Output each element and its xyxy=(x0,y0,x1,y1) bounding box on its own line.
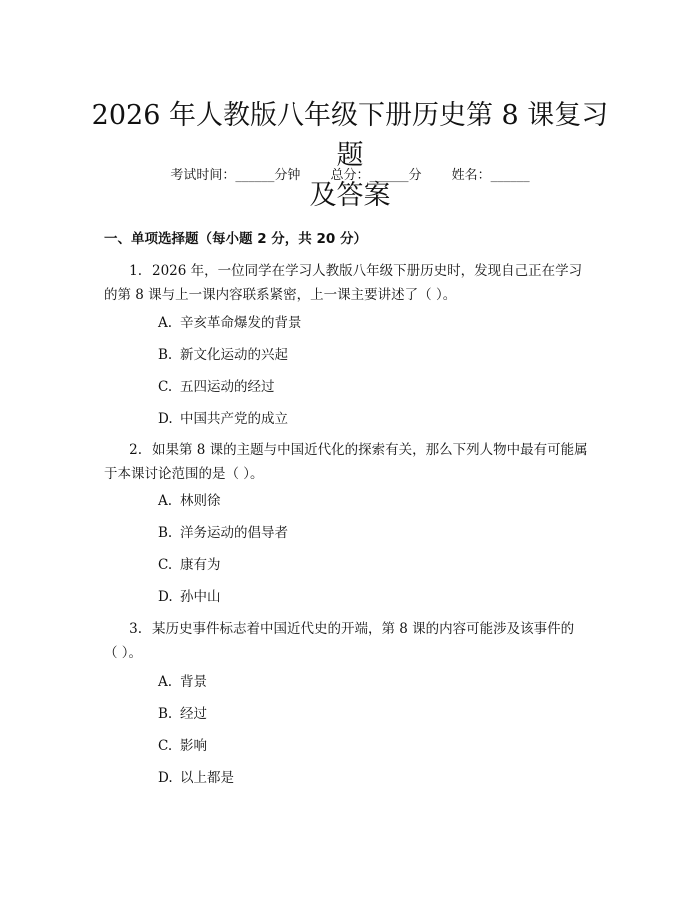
question-3-option-b: B. 经过 xyxy=(158,706,207,722)
question-text-line-1: 某历史事件标志着中国近代史的开端，第 8 课的内容可能涉及该事件的 xyxy=(152,621,575,637)
question-3-option-a: A. 背景 xyxy=(158,674,207,690)
exam-time-suffix: 分钟 xyxy=(274,168,301,183)
total-score-field xyxy=(330,166,421,186)
question-text-line-1: 2026 年，一位同学在学习人教版八年级下册历史时，发现自己正在学习 xyxy=(152,263,583,279)
page-title xyxy=(90,96,610,216)
total-score-label: 总分： xyxy=(330,168,370,183)
question-text-line-2: （ ）。 xyxy=(104,645,143,661)
exam-time-blank: ______ xyxy=(235,168,275,183)
exam-time-label: 考试时间： xyxy=(170,168,236,183)
question-1-option-b: B. 新文化运动的兴起 xyxy=(158,347,288,363)
title-line-1: 2026 年人教版八年级下册历史第 8 课复习题 xyxy=(91,100,609,172)
question-1-option-a: A. 辛亥革命爆发的背景 xyxy=(158,315,302,331)
name-label: 姓名： xyxy=(451,168,491,183)
question-1-option-c: C. 五四运动的经过 xyxy=(158,379,275,395)
question-1 xyxy=(104,259,600,307)
title-line-2: 及答案 xyxy=(309,180,391,212)
question-number: 3. xyxy=(129,621,142,637)
question-2-option-b: B. 洋务运动的倡导者 xyxy=(158,525,288,541)
question-2 xyxy=(104,438,600,486)
name-field xyxy=(452,166,530,186)
question-2-option-a: A. 林则徐 xyxy=(158,493,221,509)
total-score-suffix: 分 xyxy=(408,168,422,183)
question-text-line-2: 于本课讨论范围的是（ ）。 xyxy=(104,466,264,482)
question-3-option-d: D. 以上都是 xyxy=(158,770,234,786)
question-3-option-c: C. 影响 xyxy=(158,738,207,754)
question-number: 1. xyxy=(129,263,142,279)
total-score-blank: ______ xyxy=(369,168,409,183)
question-text-line-1: 如果第 8 课的主题与中国近代化的探索有关，那么下列人物中最有可能属 xyxy=(152,442,588,458)
question-2-option-c: C. 康有为 xyxy=(158,557,221,573)
question-1-option-d: D. 中国共产党的成立 xyxy=(158,411,288,427)
exam-info xyxy=(0,166,700,186)
question-number: 2. xyxy=(129,442,142,458)
section-title: 一、单项选择题（每小题 2 分，共 20 分） xyxy=(104,231,367,247)
question-3 xyxy=(104,617,600,665)
question-text-line-2: 的第 8 课与上一课内容联系紧密，上一课主要讲述了（ ）。 xyxy=(104,287,457,303)
question-2-option-d: D. 孙中山 xyxy=(158,589,221,605)
name-blank: ______ xyxy=(490,168,530,183)
exam-time-field xyxy=(170,166,300,186)
